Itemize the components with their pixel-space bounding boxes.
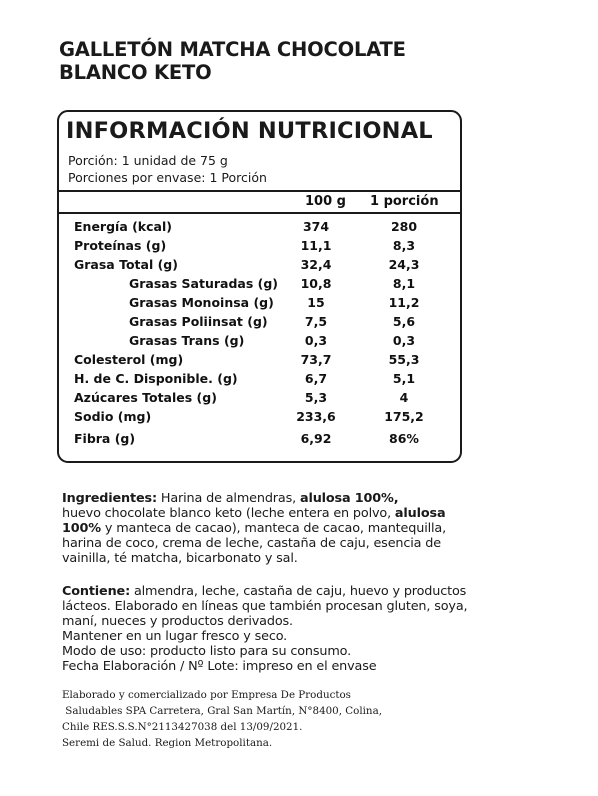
nutrient-row-polyunsaturated-fat: [59, 314, 460, 332]
ingredients-line-4: harina de coco, crema de leche, castaña de caju, esencia de: [62, 536, 441, 551]
servings-per-package: Porciones por envase: 1 Porción: [68, 170, 267, 185]
nutrient-value-100g: 11,1: [300, 238, 332, 253]
nutrient-row-fiber: [59, 431, 460, 449]
nutrient-value-100g: 5,3: [304, 390, 328, 405]
ingredients-section: [62, 491, 552, 566]
nutrient-value-100g: 32,4: [300, 257, 332, 272]
nutrient-row-monounsaturated-fat: [59, 295, 460, 313]
nutrient-label: Grasas Saturadas (g): [129, 276, 278, 291]
nutrient-value-portion: 5,1: [392, 371, 416, 386]
footer-line-1: Elaborado y comercializado por Empresa De Productos: [62, 689, 351, 701]
nutrient-value-100g: 73,7: [300, 352, 332, 367]
nutrient-value-portion: 0,3: [392, 333, 416, 348]
nutrient-row-cholesterol: [59, 352, 460, 370]
nutrient-row-total-sugars: [59, 390, 460, 408]
thick-divider: [59, 190, 460, 192]
nutrient-value-portion: 5,6: [392, 314, 416, 329]
nutrient-value-100g: 10,8: [300, 276, 332, 291]
nutrient-label: Energía (kcal): [74, 219, 172, 234]
nutrient-value-portion: 8,1: [392, 276, 416, 291]
ingredients-label: Ingredientes:: [62, 491, 157, 506]
nutrient-value-100g: 374: [302, 219, 330, 234]
nutrient-value-100g: 233,6: [296, 409, 336, 424]
storage-instructions: Mantener en un lugar fresco y seco.: [62, 629, 288, 644]
manufacturer-footer: [62, 687, 382, 751]
contains-line-1: Contiene: almendra, leche, castaña de caju, huevo y productos: [62, 584, 467, 599]
nutrient-value-portion: 175,2: [384, 409, 424, 424]
nutrient-value-portion: 86%: [389, 431, 419, 446]
nutrient-value-portion: 4: [399, 390, 409, 405]
ingredients-line-1: Ingredientes: Harina de almendras, alulosa 100%,: [62, 491, 399, 506]
nutrient-row-trans-fat: [59, 333, 460, 351]
nutrient-label: Azúcares Totales (g): [74, 390, 217, 405]
column-header-100g: 100 g: [305, 194, 346, 209]
ingredients-line-3: 100% y manteca de cacao), manteca de cacao, mantequilla,: [62, 521, 447, 536]
nutrient-row-protein: [59, 238, 460, 256]
product-title-line-1: GALLETÓN MATCHA CHOCOLATE: [59, 38, 406, 61]
usage-instructions: Modo de uso: producto listo para su consumo.: [62, 644, 352, 659]
contains-label: Contiene:: [62, 584, 131, 599]
nutrient-value-portion: 280: [390, 219, 418, 234]
nutrient-label: Grasas Monoinsa (g): [129, 295, 274, 310]
nutrition-facts-panel: [57, 110, 462, 463]
nutrient-value-portion: 55,3: [388, 352, 420, 367]
contains-line-3: maní, nueces y productos derivados.: [62, 614, 293, 629]
nutrient-row-sodium: [59, 409, 460, 427]
product-title: [59, 38, 406, 84]
nutrient-row-energy: [59, 219, 460, 237]
nutrient-row-available-carbs: [59, 371, 460, 389]
header-divider: [59, 212, 460, 214]
nutrient-label: Grasas Poliinsat (g): [129, 314, 268, 329]
nutrient-value-portion: 8,3: [392, 238, 416, 253]
nutrition-heading: INFORMACIÓN NUTRICIONAL: [66, 118, 433, 144]
nutrient-value-100g: 6,92: [300, 431, 332, 446]
nutrient-row-total-fat: [59, 257, 460, 275]
footer-line-3: Chile RES.S.S.N°2113427038 del 13/09/2021.: [62, 721, 303, 733]
ingredients-line-5: vainilla, té matcha, bicarbonato y sal.: [62, 551, 298, 566]
nutrient-label: Proteínas (g): [74, 238, 167, 253]
nutrient-value-100g: 6,7: [304, 371, 328, 386]
nutrient-label: Sodio (mg): [74, 409, 152, 424]
column-header-portion: 1 porción: [370, 194, 439, 209]
nutrient-value-100g: 15: [307, 295, 325, 310]
nutrient-value-portion: 11,2: [388, 295, 420, 310]
footer-line-2: Saludables SPA Carretera, Gral San Martín, N°8400, Colina,: [62, 705, 382, 717]
nutrient-value-portion: 24,3: [388, 257, 420, 272]
contains-section: [62, 584, 552, 674]
lot-date-info: Fecha Elaboración / Nº Lote: impreso en el envase: [62, 659, 377, 674]
nutrient-label: Grasa Total (g): [74, 257, 178, 272]
nutrient-label: Fibra (g): [74, 431, 136, 446]
nutrient-value-100g: 0,3: [304, 333, 328, 348]
serving-size: Porción: 1 unidad de 75 g: [68, 153, 228, 168]
nutrient-row-saturated-fat: [59, 276, 460, 294]
nutrient-label: Grasas Trans (g): [129, 333, 245, 348]
contains-line-2: lácteos. Elaborado en líneas que también procesan gluten, soya,: [62, 599, 468, 614]
product-title-line-2: BLANCO KETO: [59, 61, 212, 84]
nutrient-value-100g: 7,5: [304, 314, 328, 329]
ingredients-line-2: huevo chocolate blanco keto (leche entera en polvo, alulosa: [62, 506, 446, 521]
nutrient-label: Colesterol (mg): [74, 352, 184, 367]
nutrient-label: H. de C. Disponible. (g): [74, 371, 238, 386]
footer-line-4: Seremi de Salud. Region Metropolitana.: [62, 737, 273, 749]
